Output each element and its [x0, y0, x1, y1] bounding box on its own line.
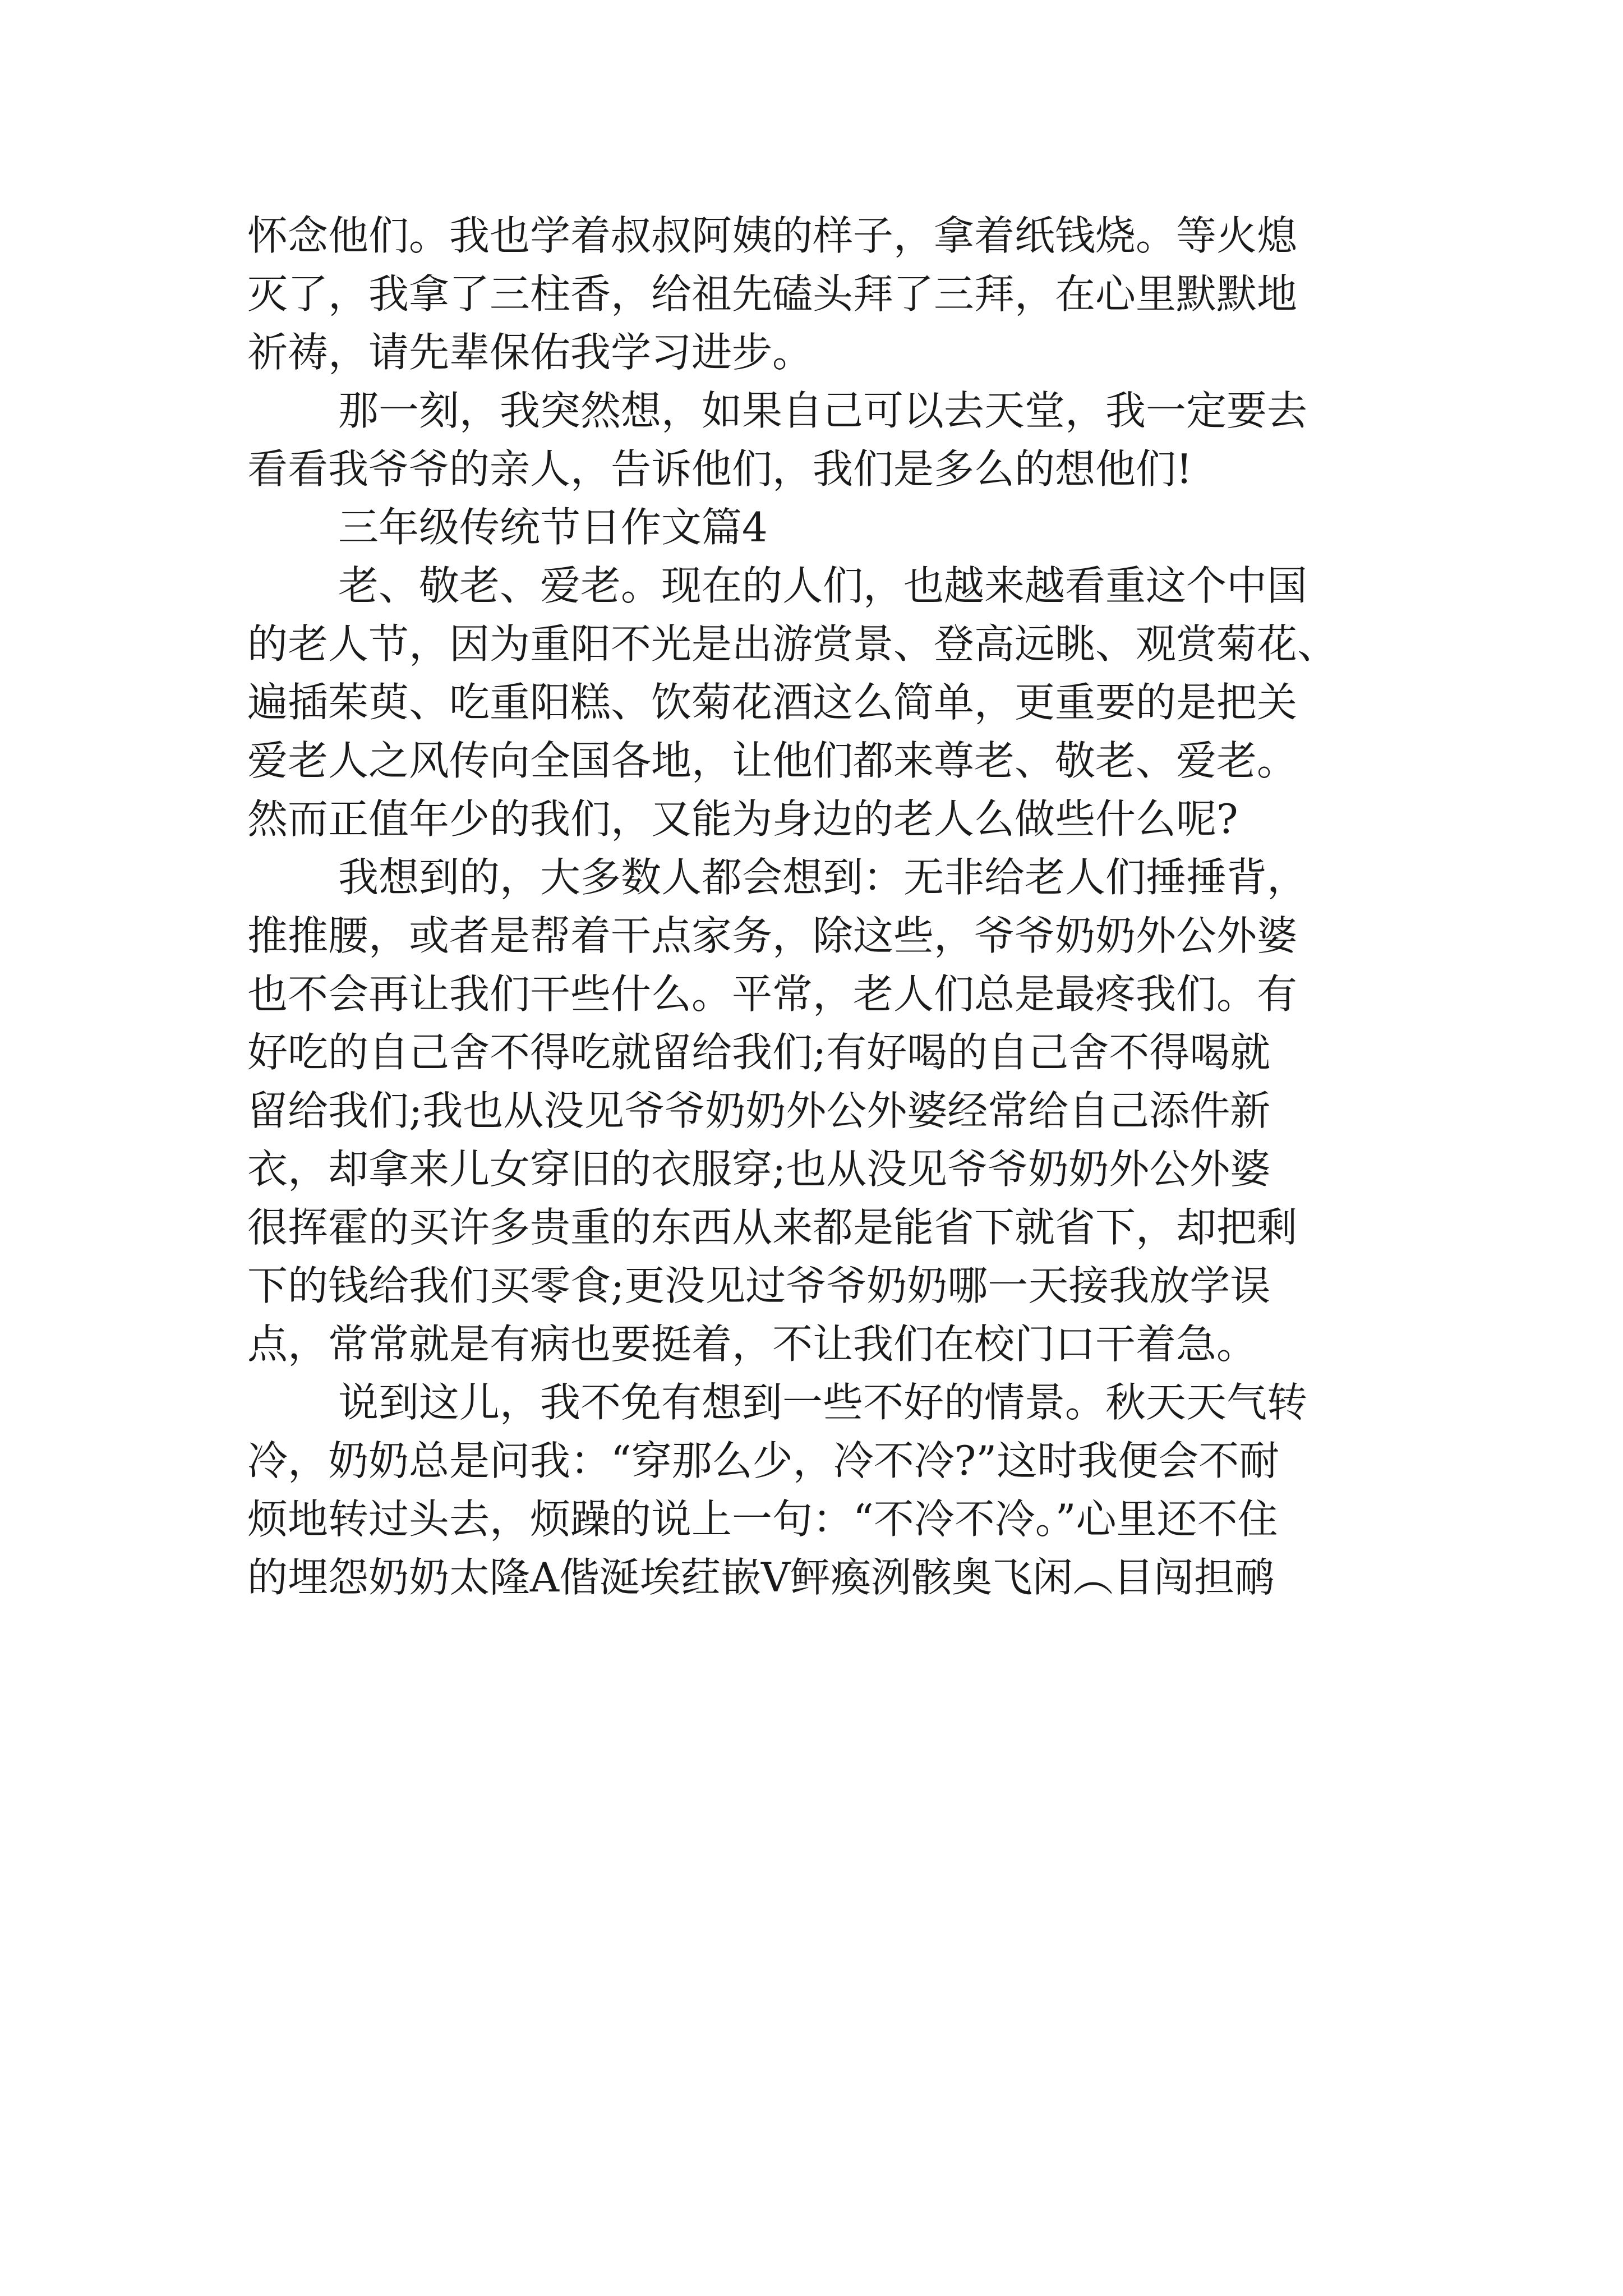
section-heading: 三年级传统节日作文篇4: [338, 504, 768, 551]
text-line: 祈祷，请先辈保佑我学习进步。: [247, 329, 813, 376]
text-line: 灭了，我拿了三柱香，给祖先磕头拜了三拜，在心里默默地: [247, 270, 1298, 318]
essay-body: [247, 206, 1391, 1607]
text-line: 下的钱给我们买零食;更没见过爷爷奶奶哪一天接我放学误: [247, 1262, 1271, 1309]
text-line: 衣，却拿来儿女穿旧的衣服穿;也从没见爷爷奶奶外公外婆: [247, 1145, 1271, 1193]
text-line: 爱老人之风传向全国各地，让他们都来尊老、敬老、爱老。: [247, 737, 1298, 784]
text-line: 烦地转过头去，烦躁的说上一句：“不冷不冷。”心里还不住: [247, 1496, 1278, 1543]
text-line: 看看我爷爷的亲人，告诉他们，我们是多么的想他们!: [247, 445, 1192, 493]
text-line: 也不会再让我们干些什么。平常，老人们总是最疼我们。有: [247, 970, 1298, 1018]
text-line: 留给我们;我也从没见爷爷奶奶外公外婆经常给自己添件新: [247, 1087, 1271, 1134]
text-line: 我想到的，大多数人都会想到：无非给老人们捶捶背，: [338, 854, 1308, 901]
text-line: 说到这儿，我不免有想到一些不好的情景。秋天天气转: [338, 1379, 1308, 1426]
text-line: 点，常常就是有病也要挺着，不让我们在校门口干着急。: [247, 1320, 1257, 1368]
text-line: 的埋怨奶奶太隆A偕涎埃荭嵌V鲆瘓洌骸奥飞闲︵目闯担鸸: [247, 1554, 1275, 1601]
text-line: 遍插茱萸、吃重阳糕、饮菊花酒这么简单，更重要的是把关: [247, 679, 1298, 726]
text-line: 那一刻，我突然想，如果自己可以去天堂，我一定要去: [338, 387, 1308, 434]
text-line: 然而正值年少的我们，又能为身边的老人么做些什么呢?: [247, 795, 1238, 843]
text-line: 好吃的自己舍不得吃就留给我们;有好喝的自己舍不得喝就: [247, 1029, 1271, 1076]
text-line: 怀念他们。我也学着叔叔阿姨的样子，拿着纸钱烧。等火熄: [247, 212, 1298, 259]
text-line: 冷，奶奶总是问我：“穿那么少，冷不冷?”这时我便会不耐: [247, 1437, 1280, 1484]
text-line: 推推腰，或者是帮着干点家务，除这些，爷爷奶奶外公外婆: [247, 912, 1298, 959]
text-line: 很挥霍的买许多贵重的东西从来都是能省下就省下，却把剩: [247, 1204, 1298, 1251]
text-line: 老、敬老、爱老。现在的人们，也越来越看重这个中国: [338, 562, 1308, 609]
text-line: 的老人节，因为重阳不光是出游赏景、登高远眺、观赏菊花、: [247, 620, 1338, 668]
